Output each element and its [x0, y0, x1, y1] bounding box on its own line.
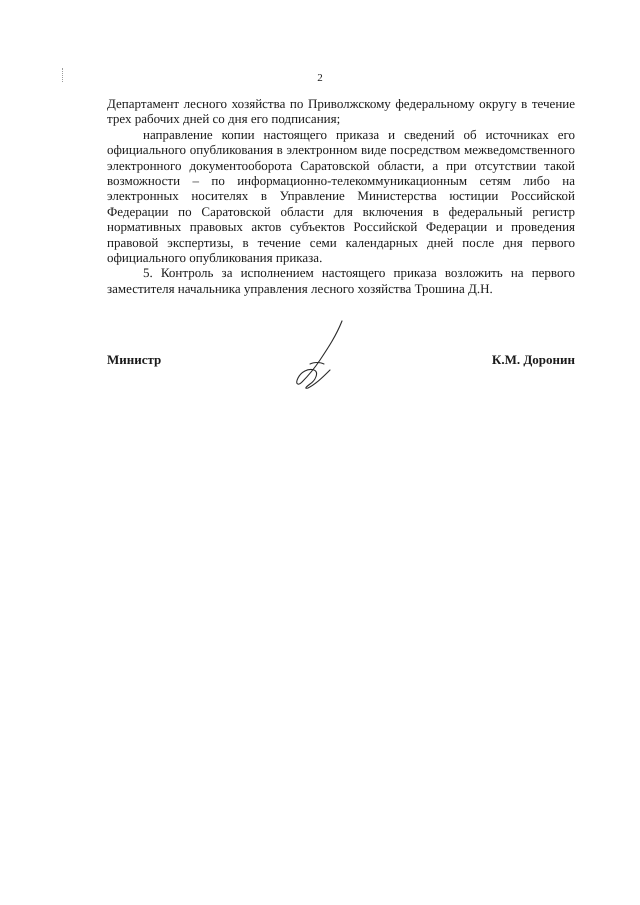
paragraph-continuation: Департамент лесного хозяйства по Приволжскому федеральному округу в течение трех рабочих дней со дня его подписания;	[107, 96, 575, 127]
signer-position: Министр	[107, 352, 162, 367]
signer-name: К.М. Доронин	[491, 352, 575, 367]
paragraph-copy-direction: направление копии настоящего приказа и сведений об источниках его официального опубликования в электронном виде посредством межведомственного электронного документооборота Саратовской области, а при отсутствии такой возможности – по информационно-телекоммуникационным сетям либо на электронных носителях в Управление Министерства юстиции Российской Федерации по Саратовской области для включения в федеральный регистр нормативных правовых актов субъектов Российской Федерации и проведения правовой экспертизы, в течение семи календарных дней после дня первого официального опубликования приказа.	[107, 126, 575, 266]
document-body	[107, 96, 575, 296]
signature-block	[107, 352, 575, 392]
page-number: 2	[317, 72, 323, 84]
paragraph-control: 5. Контроль за исполнением настоящего приказа возложить на первого заместителя начальника управления лесного хозяйства Трошина Д.Н.	[107, 265, 575, 296]
